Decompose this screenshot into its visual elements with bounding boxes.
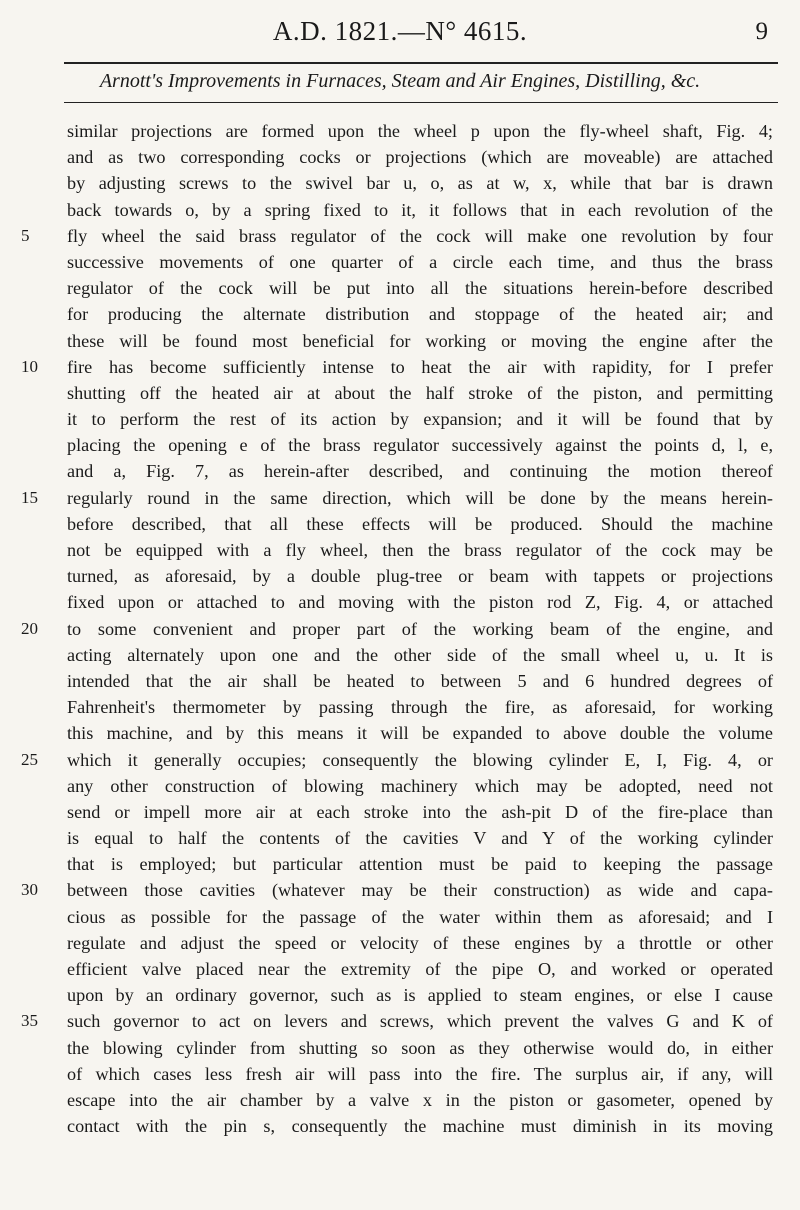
text-line <box>21 354 773 380</box>
text-line <box>67 301 773 327</box>
text-line <box>67 170 773 196</box>
line-text: and as two corresponding cocks or projections (which are moveable) are attached <box>67 147 773 168</box>
line-text: cious as possible for the passage of the water within them as aforesaid; and I <box>67 906 773 927</box>
page-header-title: A.D. 1821.—N° 4615. <box>272 16 528 46</box>
line-text: regularly round in the same direction, which will be done by the means herein- <box>67 487 773 508</box>
text-line <box>21 1008 773 1034</box>
line-text: shutting off the heated air at about the half stroke of the piston, and permitting <box>67 382 773 403</box>
text-line <box>67 144 773 170</box>
line-text: and a, Fig. 7, as herein-after described, and continuing the motion thereof <box>67 461 773 482</box>
line-text: turned, as aforesaid, by a double plug-tree or beam with tappets or projections <box>67 566 773 587</box>
line-text: upon by an ordinary governor, such as is applied to steam engines, or else I cause <box>67 985 773 1006</box>
line-number: 10 <box>21 356 38 376</box>
line-text: intended that the air shall be heated to between 5 and 6 hundred degrees of <box>67 670 773 691</box>
text-line <box>67 1061 773 1087</box>
body-text <box>21 118 773 1139</box>
line-text: contact with the pin s, consequently the machine must diminish in its moving <box>67 1116 773 1137</box>
running-title: Arnott's Improvements in Furnaces, Steam and Air Engines, Distilling, &c. <box>99 70 701 92</box>
line-text: the blowing cylinder from shutting so soon as they otherwise would do, in either <box>67 1037 773 1058</box>
text-line <box>21 223 773 249</box>
text-line <box>21 747 773 773</box>
line-text: placing the opening e of the brass regulator successively against the points d, l, e, <box>67 435 773 456</box>
text-line <box>67 458 773 484</box>
line-text: it to perform the rest of its action by expansion; and it will be found that by <box>67 409 773 430</box>
text-line <box>67 197 773 223</box>
line-text: successive movements of one quarter of a circle each time, and thus the brass <box>67 251 773 272</box>
text-line <box>21 877 773 903</box>
text-line <box>67 275 773 301</box>
text-line <box>67 668 773 694</box>
line-text: send or impell more air at each stroke into the ash-pit D of the fire-place than <box>67 801 773 822</box>
header-rule-top <box>64 62 778 64</box>
text-line <box>67 249 773 275</box>
line-text: for producing the alternate distribution and stoppage of the heated air; and <box>67 304 773 325</box>
line-text: back towards o, by a spring fixed to it, it follows that in each revolution of the <box>67 199 773 220</box>
line-number: 5 <box>21 225 30 245</box>
text-line <box>67 930 773 956</box>
line-text: acting alternately upon one and the other side of the small wheel u, u. It is <box>67 644 773 665</box>
line-text: of which cases less fresh air will pass into the fire. The surplus air, if any, will <box>67 1063 773 1084</box>
text-line <box>67 799 773 825</box>
text-line <box>67 982 773 1008</box>
line-text: by adjusting screws to the swivel bar u, o, as at w, x, while that bar is drawn <box>67 173 773 194</box>
line-text: escape into the air chamber by a valve x in the piston or gasometer, opened by <box>67 1089 773 1110</box>
text-line <box>67 511 773 537</box>
line-text: these will be found most beneficial for working or moving the engine after the <box>67 330 773 351</box>
line-text: fire has become sufficiently intense to heat the air with rapidity, for I prefer <box>67 356 773 377</box>
text-line <box>67 118 773 144</box>
line-text: similar projections are formed upon the wheel p upon the fly-wheel shaft, Fig. 4; <box>67 121 773 141</box>
line-number: 25 <box>21 749 38 769</box>
line-number: 15 <box>21 487 38 507</box>
text-line <box>67 406 773 432</box>
header-rule-bottom <box>64 102 778 103</box>
line-text: which it generally occupies; consequently the blowing cylinder E, I, Fig. 4, or <box>67 749 773 770</box>
text-line <box>67 1035 773 1061</box>
line-text: this machine, and by this means it will be expanded to above double the volume <box>67 723 773 744</box>
line-number: 20 <box>21 618 38 638</box>
line-text: efficient valve placed near the extremity of the pipe O, and worked or operated <box>67 959 773 979</box>
text-line <box>67 825 773 851</box>
line-text: is equal to half the contents of the cavities V and Y of the working cylinder <box>67 828 773 849</box>
text-line <box>67 380 773 406</box>
text-line <box>67 563 773 589</box>
line-text: not be equipped with a fly wheel, then the brass regulator of the cock may be <box>67 540 773 560</box>
text-line <box>67 1087 773 1113</box>
page-number: 9 <box>755 18 768 45</box>
line-text: Fahrenheit's thermometer by passing through the fire, as aforesaid, for working <box>67 697 773 718</box>
text-line <box>21 485 773 511</box>
text-line <box>67 328 773 354</box>
text-line <box>67 956 773 982</box>
line-text: fly wheel the said brass regulator of the cock will make one revolution by four <box>67 225 773 246</box>
line-text: to some convenient and proper part of the working beam of the engine, and <box>67 618 773 639</box>
text-line <box>67 904 773 930</box>
text-line <box>67 773 773 799</box>
line-text: before described, that all these effects will be produced. Should the machine <box>67 513 773 534</box>
line-text: regulator of the cock will be put into all the situations herein-before described <box>67 278 773 299</box>
line-number: 30 <box>21 880 38 900</box>
text-line <box>67 851 773 877</box>
line-text: that is employed; but particular attention must be paid to keeping the passage <box>67 854 773 875</box>
line-text: regulate and adjust the speed or velocity of these engines by a throttle or other <box>67 932 773 953</box>
line-text: fixed upon or attached to and moving with the piston rod Z, Fig. 4, or attached <box>67 592 773 613</box>
text-line <box>67 1113 773 1139</box>
text-line <box>67 694 773 720</box>
text-line <box>67 642 773 668</box>
text-line <box>67 537 773 563</box>
line-text: such governor to act on levers and screws, which prevent the valves G and K of <box>67 1011 773 1032</box>
line-text: any other construction of blowing machinery which may be adopted, need not <box>67 775 773 796</box>
text-line <box>67 720 773 746</box>
text-line <box>67 589 773 615</box>
line-text: between those cavities (whatever may be their construction) as wide and capa- <box>67 880 773 901</box>
text-line <box>67 432 773 458</box>
text-line <box>21 616 773 642</box>
line-number: 35 <box>21 1011 38 1031</box>
